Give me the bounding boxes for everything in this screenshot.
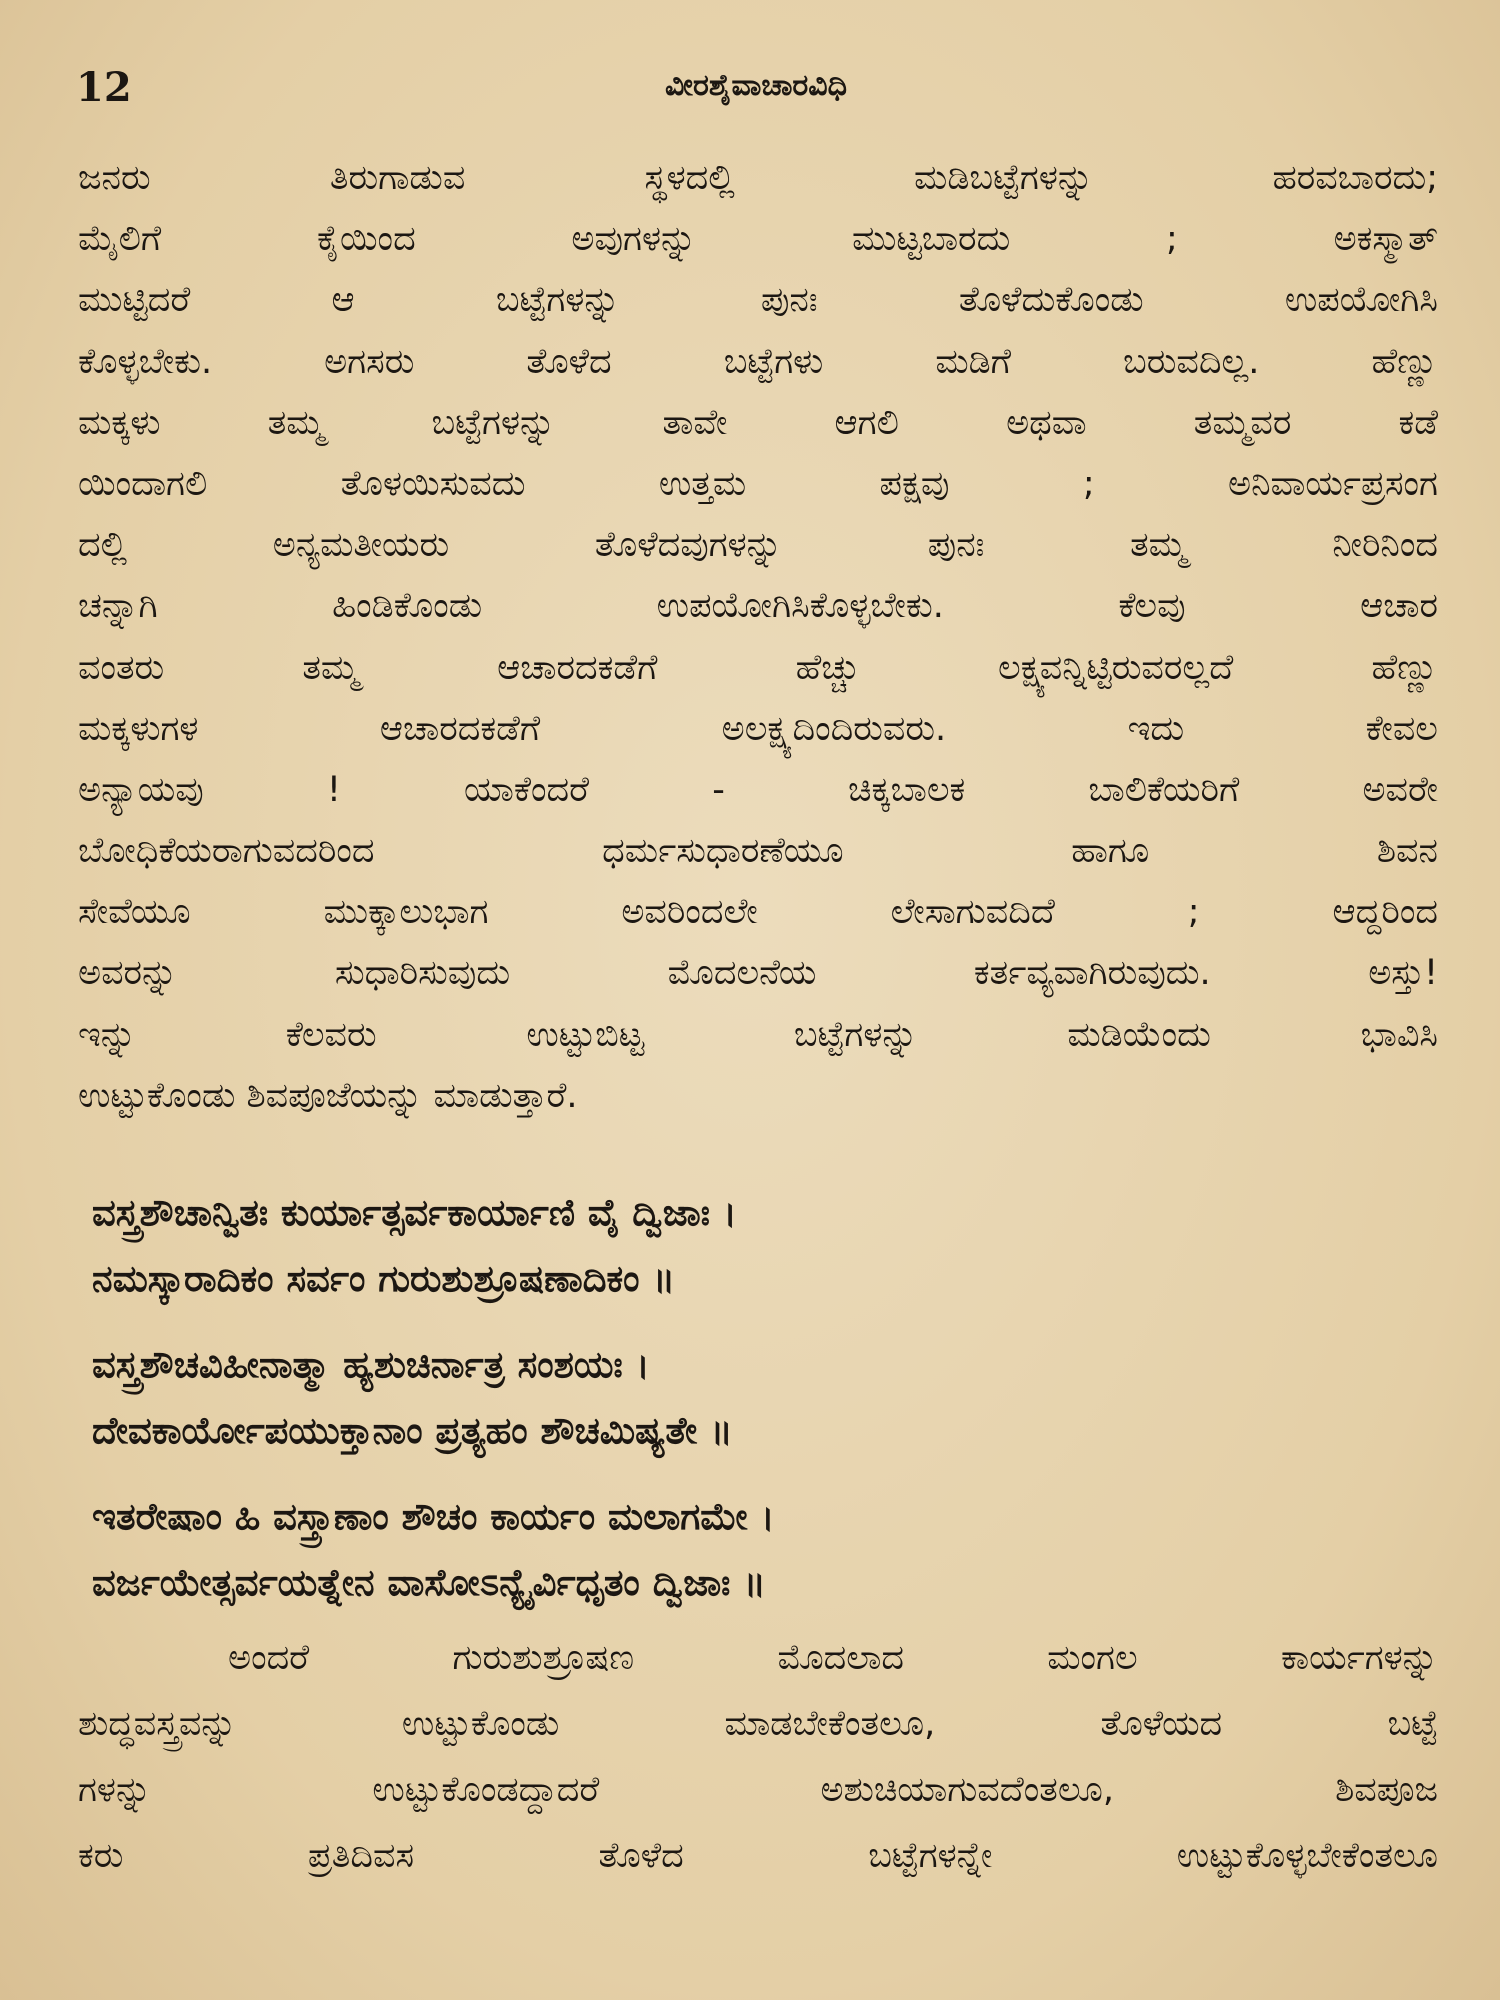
text-line: ಮಕ್ಕಳು ತಮ್ಮ ಬಟ್ಟೆಗಳನ್ನು ತಾವೇ ಆಗಲಿ ಅಥವಾ ತಮ್ಮವರ ಕಡೆ [78, 402, 1438, 443]
page-number: 12 [76, 64, 132, 111]
verse-line: ವಸ್ತ್ರಶೌಚಾನ್ವಿತಃ ಕುರ್ಯಾತ್ಸರ್ವಕಾರ್ಯಾಣಿ ವೈ ದ್ವಿಜಾಃ । [92, 1191, 737, 1234]
text-line: ಅಂದರೆ ಗುರುಶುಶ್ರೂಷಣ ಮೊದಲಾದ ಮಂಗಲ ಕಾರ್ಯಗಳನ್ನು [228, 1638, 1438, 1678]
verse-line: ವರ್ಜಯೇತ್ಸರ್ವಯತ್ನೇನ ವಾಸೋಽನ್ಯೈರ್ವಿಧೃತಂ ದ್ವಿಜಾಃ ॥ [92, 1561, 766, 1604]
text-line: ಮೈಲಿಗೆ ಕೈಯಿಂದ ಅವುಗಳನ್ನು ಮುಟ್ಟಬಾರದು ; ಅಕಸ್ಮಾತ್ [78, 219, 1438, 260]
paragraph-2 [78, 1625, 1438, 1889]
sanskrit-verses [92, 1180, 1430, 1636]
text-line: ಕೊಳ್ಳಬೇಕು. ಅಗಸರು ತೊಳೆದ ಬಟ್ಟೆಗಳು ಮಡಿಗೆ ಬರುವದಿಲ್ಲ. ಹೆಣ್ಣು [78, 341, 1438, 382]
text-line: ಬೋಧಿಕೆಯರಾಗುವದರಿಂದ ಧರ್ಮಸುಧಾರಣೆಯೂ ಹಾಗೂ ಶಿವನ [78, 831, 1438, 872]
verse-block [92, 1180, 1430, 1312]
text-line: ಮುಟ್ಟಿದರೆ ಆ ಬಟ್ಟೆಗಳನ್ನು ಪುನಃ ತೊಳೆದುಕೊಂಡು ಉಪಯೋಗಿಸಿ [78, 280, 1438, 321]
running-title: ವೀರಶೈವಾಚಾರವಿಧಿ [664, 68, 848, 103]
page-header [72, 58, 1440, 118]
text-line: ಸೇವೆಯೂ ಮುಕ್ಕಾಲುಭಾಗ ಅವರಿಂದಲೇ ಲೇಸಾಗುವದಿದೆ ; ಆದ್ದರಿಂದ [78, 892, 1438, 933]
verse-block [92, 1332, 1430, 1464]
text-line: ಕರು ಪ್ರತಿದಿವಸ ತೊಳೆದ ಬಟ್ಟೆಗಳನ್ನೇ ಉಟ್ಟುಕೊಳ್ಳಬೇಕೆಂತಲೂ [78, 1836, 1438, 1876]
verse-block [92, 1484, 1430, 1616]
verse-line: ನಮಸ್ಕಾರಾದಿಕಂ ಸರ್ವಂ ಗುರುಶುಶ್ರೂಷಣಾದಿಕಂ ॥ [92, 1257, 676, 1300]
verse-line: ವಸ್ತ್ರಶೌಚವಿಹೀನಾತ್ಮಾ ಹ್ಯಶುಚಿರ್ನಾತ್ರ ಸಂಶಯಃ । [92, 1343, 650, 1386]
text-line: ವಂತರು ತಮ್ಮ ಆಚಾರದಕಡೆಗೆ ಹೆಚ್ಚು ಲಕ್ಷ್ಯವನ್ನಿಟ್ಟಿರುವರಲ್ಲದೆ ಹೆಣ್ಣು [78, 647, 1438, 688]
text-line: ಅನ್ಯಾಯವು ! ಯಾಕೆಂದರೆ - ಚಿಕ್ಕಬಾಲಕ ಬಾಲಿಕೆಯರಿಗೆ ಅವರೇ [78, 769, 1438, 810]
text-line: ಮಕ್ಕಳುಗಳ ಆಚಾರದಕಡೆಗೆ ಅಲಕ್ಷ್ಯದಿಂದಿರುವರು. ಇದು ಕೇವಲ [78, 708, 1438, 749]
text-line: ಅವರನ್ನು ಸುಧಾರಿಸುವುದು ಮೊದಲನೆಯ ಕರ್ತವ್ಯವಾಗಿರುವುದು. ಅಸ್ತು! [78, 953, 1438, 994]
text-line: ಗಳನ್ನು ಉಟ್ಟುಕೊಂಡದ್ದಾದರೆ ಅಶುಚಿಯಾಗುವದೆಂತಲೂ, ಶಿವಪೂಜ [78, 1770, 1438, 1810]
text-line: ದಲ್ಲಿ ಅನ್ಯಮತೀಯರು ತೊಳೆದವುಗಳನ್ನು ಪುನಃ ತಮ್ಮ ನೀರಿನಿಂದ [78, 525, 1438, 566]
text-line: ಜನರು ತಿರುಗಾಡುವ ಸ್ಥಳದಲ್ಲಿ ಮಡಿಬಟ್ಟೆಗಳನ್ನು ಹರವಬಾರದು; [78, 158, 1438, 198]
paragraph-1 [78, 148, 1438, 1127]
verse-line: ದೇವಕಾರ್ಯೋಪಯುಕ್ತಾನಾಂ ಪ್ರತ್ಯಹಂ ಶೌಚಮಿಷ್ಯತೇ ॥ [92, 1409, 733, 1452]
verse-line: ಇತರೇಷಾಂ ಹಿ ವಸ್ತ್ರಾಣಾಂ ಶೌಚಂ ಕಾರ್ಯಂ ಮಲಾಗಮೇ । [92, 1495, 775, 1538]
text-line: ಯಿಂದಾಗಲಿ ತೊಳಯಿಸುವದು ಉತ್ತಮ ಪಕ್ಷವು ; ಅನಿವಾರ್ಯಪ್ರಸಂಗ [78, 463, 1438, 504]
text-line: ಇನ್ನು ಕೆಲವರು ಉಟ್ಟುಬಿಟ್ಟ ಬಟ್ಟೆಗಳನ್ನು ಮಡಿಯೆಂದು ಭಾವಿಸಿ [78, 1014, 1438, 1055]
text-line: ಶುದ್ಧವಸ್ತ್ರವನ್ನು ಉಟ್ಟುಕೊಂಡು ಮಾಡಬೇಕೆಂತಲೂ, ತೊಳೆಯದ ಬಟ್ಟೆ [78, 1704, 1438, 1744]
text-line: ಉಟ್ಟುಕೊಂಡು ಶಿವಪೂಜೆಯನ್ನು ಮಾಡುತ್ತಾರೆ. [78, 1075, 578, 1116]
text-line: ಚನ್ನಾಗಿ ಹಿಂಡಿಕೊಂಡು ಉಪಯೋಗಿಸಿಕೊಳ್ಳಬೇಕು. ಕೆಲವು ಆಚಾರ [78, 586, 1438, 627]
